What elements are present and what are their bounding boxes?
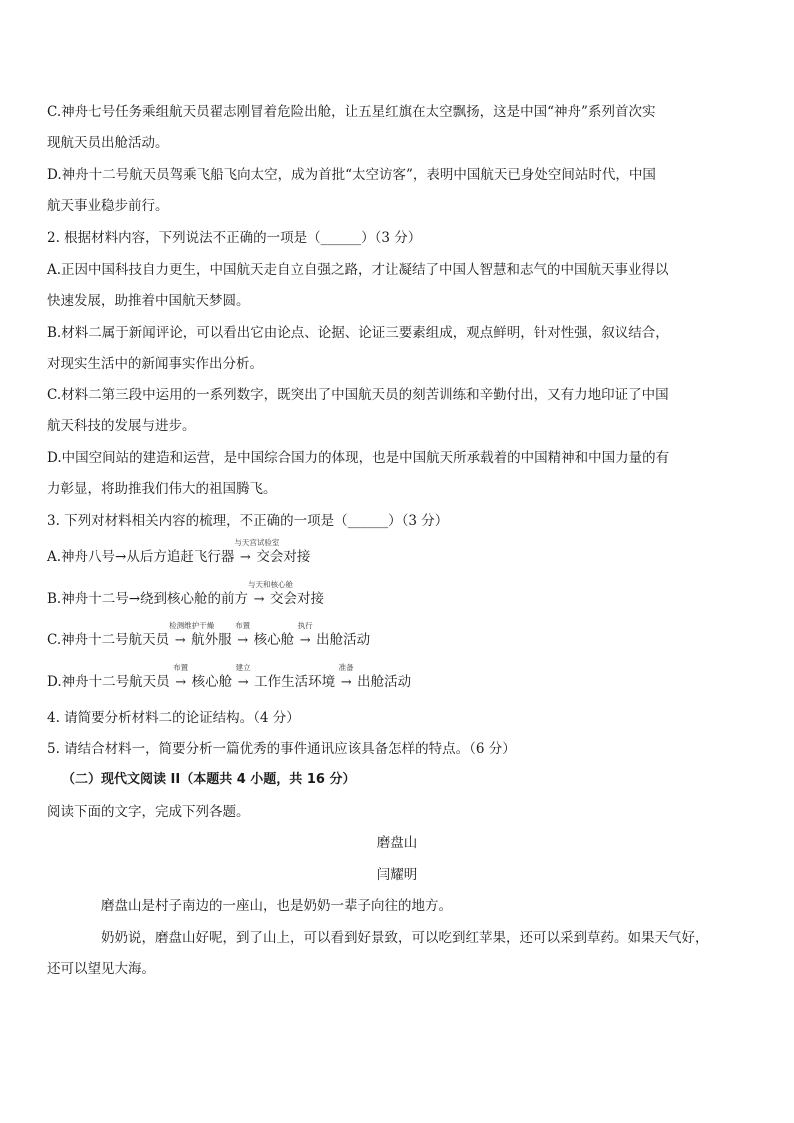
section-heading: （二）现代文阅读 II（本题共 4 小题，共 16 分）	[62, 772, 356, 787]
arrow-label: 准备	[338, 663, 354, 672]
question-3: 3. 下列对材料相关内容的梳理，不正确的一项是（______）（3 分）	[47, 513, 449, 529]
arrow-icon: →	[237, 633, 249, 648]
story-author: 闫耀明	[376, 867, 418, 883]
labeled-arrow	[248, 580, 294, 609]
q3-a-part-1: A.神舟八号	[47, 549, 116, 565]
q3-d-part-1: D.神舟十二号航天员	[47, 674, 170, 690]
labeled-arrow	[232, 663, 254, 692]
q3-d-part-3: 工作生活环境	[254, 674, 336, 690]
q2-option-a-line-1: A.正因中国科技自力更生，中国航天走自立自强之路，才让凝结了中国人智慧和志气的中国航天事业得以	[47, 262, 669, 278]
story-title: 磨盘山	[376, 835, 418, 851]
arrow-icon: →	[239, 550, 251, 565]
labeled-arrow	[335, 663, 357, 692]
arrow-label: 检测维护干燥	[169, 621, 215, 630]
labeled-arrow	[294, 621, 316, 650]
q3-a-part-3: 交会对接	[256, 549, 311, 565]
question-2: 2. 根据材料内容，下列说法不正确的一项是（______）（3 分）	[47, 230, 422, 246]
q2-option-c-line-2: 航天科技的发展与进步。	[47, 418, 196, 434]
story-paragraph-1: 磨盘山是村子南边的一座山，也是奶奶一辈子向往的地方。	[101, 898, 452, 914]
q3-b-part-3: 交会对接	[270, 591, 325, 607]
q3-option-a	[47, 538, 747, 567]
arrow-icon: →	[115, 549, 127, 565]
reading-instruction: 阅读下面的文字，完成下列各题。	[47, 804, 250, 820]
arrow-label: 建立	[235, 663, 251, 672]
arrow-label: 与天和核心舱	[248, 580, 294, 589]
option-c-line-1: C.神舟七号任务乘组航天员翟志刚冒着危险出舱，让五星红旗在太空飘扬，这是中国“神舟”系列首次实	[47, 104, 656, 120]
arrow-label: 执行	[297, 621, 313, 630]
story-paragraph-2-line-1: 奶奶说，磨盘山好呢，到了山上，可以看到好景致，可以吃到红苹果，还可以采到草药。如果天气好，	[101, 930, 709, 946]
q2-option-b-line-1: B.材料二属于新闻评论，可以看出它由论点、论据、论证三要素组成，观点鲜明，针对性强，叙议结合，	[47, 325, 669, 341]
story-paragraph-2-line-2: 还可以望见大海。	[47, 961, 155, 977]
arrow-icon: →	[299, 633, 311, 648]
arrow-icon: →	[128, 591, 141, 607]
q2-option-d-line-1: D.中国空间站的建造和运营，是中国综合国力的体现，也是中国航天所承载着的中国精神和中国力量的有	[47, 450, 670, 466]
question-5: 5. 请结合材料一，简要分析一篇优秀的事件通讯应该具备怎样的特点。（6 分）	[47, 741, 516, 757]
q3-a-part-2: 从后方追赶飞行器	[126, 549, 235, 565]
q2-option-c-line-1: C.材料二第三段中运用的一系列数字，既突出了中国航天员的刻苦训练和辛勤付出，又有力地印证了中国	[47, 387, 669, 403]
arrow-label: 布置	[235, 621, 251, 630]
labeled-arrow	[170, 663, 192, 692]
q3-d-part-2: 核心舱	[191, 674, 233, 690]
arrow-icon: →	[175, 675, 187, 690]
arrow-label: 与天宫试验室	[234, 538, 280, 547]
option-d-line-1: D.神舟十二号航天员驾乘飞船飞向太空，成为首批“太空访客”，表明中国航天已身处空间站时代，中国	[47, 167, 656, 183]
q3-c-part-4: 出舱活动	[316, 632, 371, 648]
q2-option-d-line-2: 力彰显，将助推我们伟大的祖国腾飞。	[47, 481, 277, 497]
q3-option-c	[47, 621, 747, 650]
q3-b-part-1: B.神舟十二号	[47, 591, 129, 607]
q3-option-b	[47, 580, 747, 609]
arrow-icon: →	[340, 675, 352, 690]
option-c-line-2: 现航天员出舱活动。	[47, 135, 169, 151]
arrow-label: 布置	[173, 663, 189, 672]
question-4: 4. 请简要分析材料二的论证结构。（4 分）	[47, 710, 300, 726]
arrow-icon: →	[174, 633, 186, 648]
q2-option-a-line-2: 快速发展，助推着中国航天梦圆。	[47, 293, 250, 309]
labeled-arrow	[234, 538, 280, 567]
q3-d-part-4: 出舱活动	[357, 674, 412, 690]
labeled-arrow	[232, 621, 254, 650]
q3-b-part-2: 绕到核心舱的前方	[140, 591, 249, 607]
q2-option-b-line-2: 对现实生活中的新闻事实作出分析。	[47, 356, 263, 372]
q3-option-d	[47, 663, 747, 692]
q3-c-part-2: 航外服	[191, 632, 232, 648]
q3-c-part-1: C.神舟十二号航天员	[47, 632, 170, 648]
option-d-line-2: 航天事业稳步前行。	[47, 198, 169, 214]
arrow-icon: →	[253, 592, 265, 607]
arrow-icon: →	[237, 675, 249, 690]
q3-c-part-3: 核心舱	[253, 632, 295, 648]
